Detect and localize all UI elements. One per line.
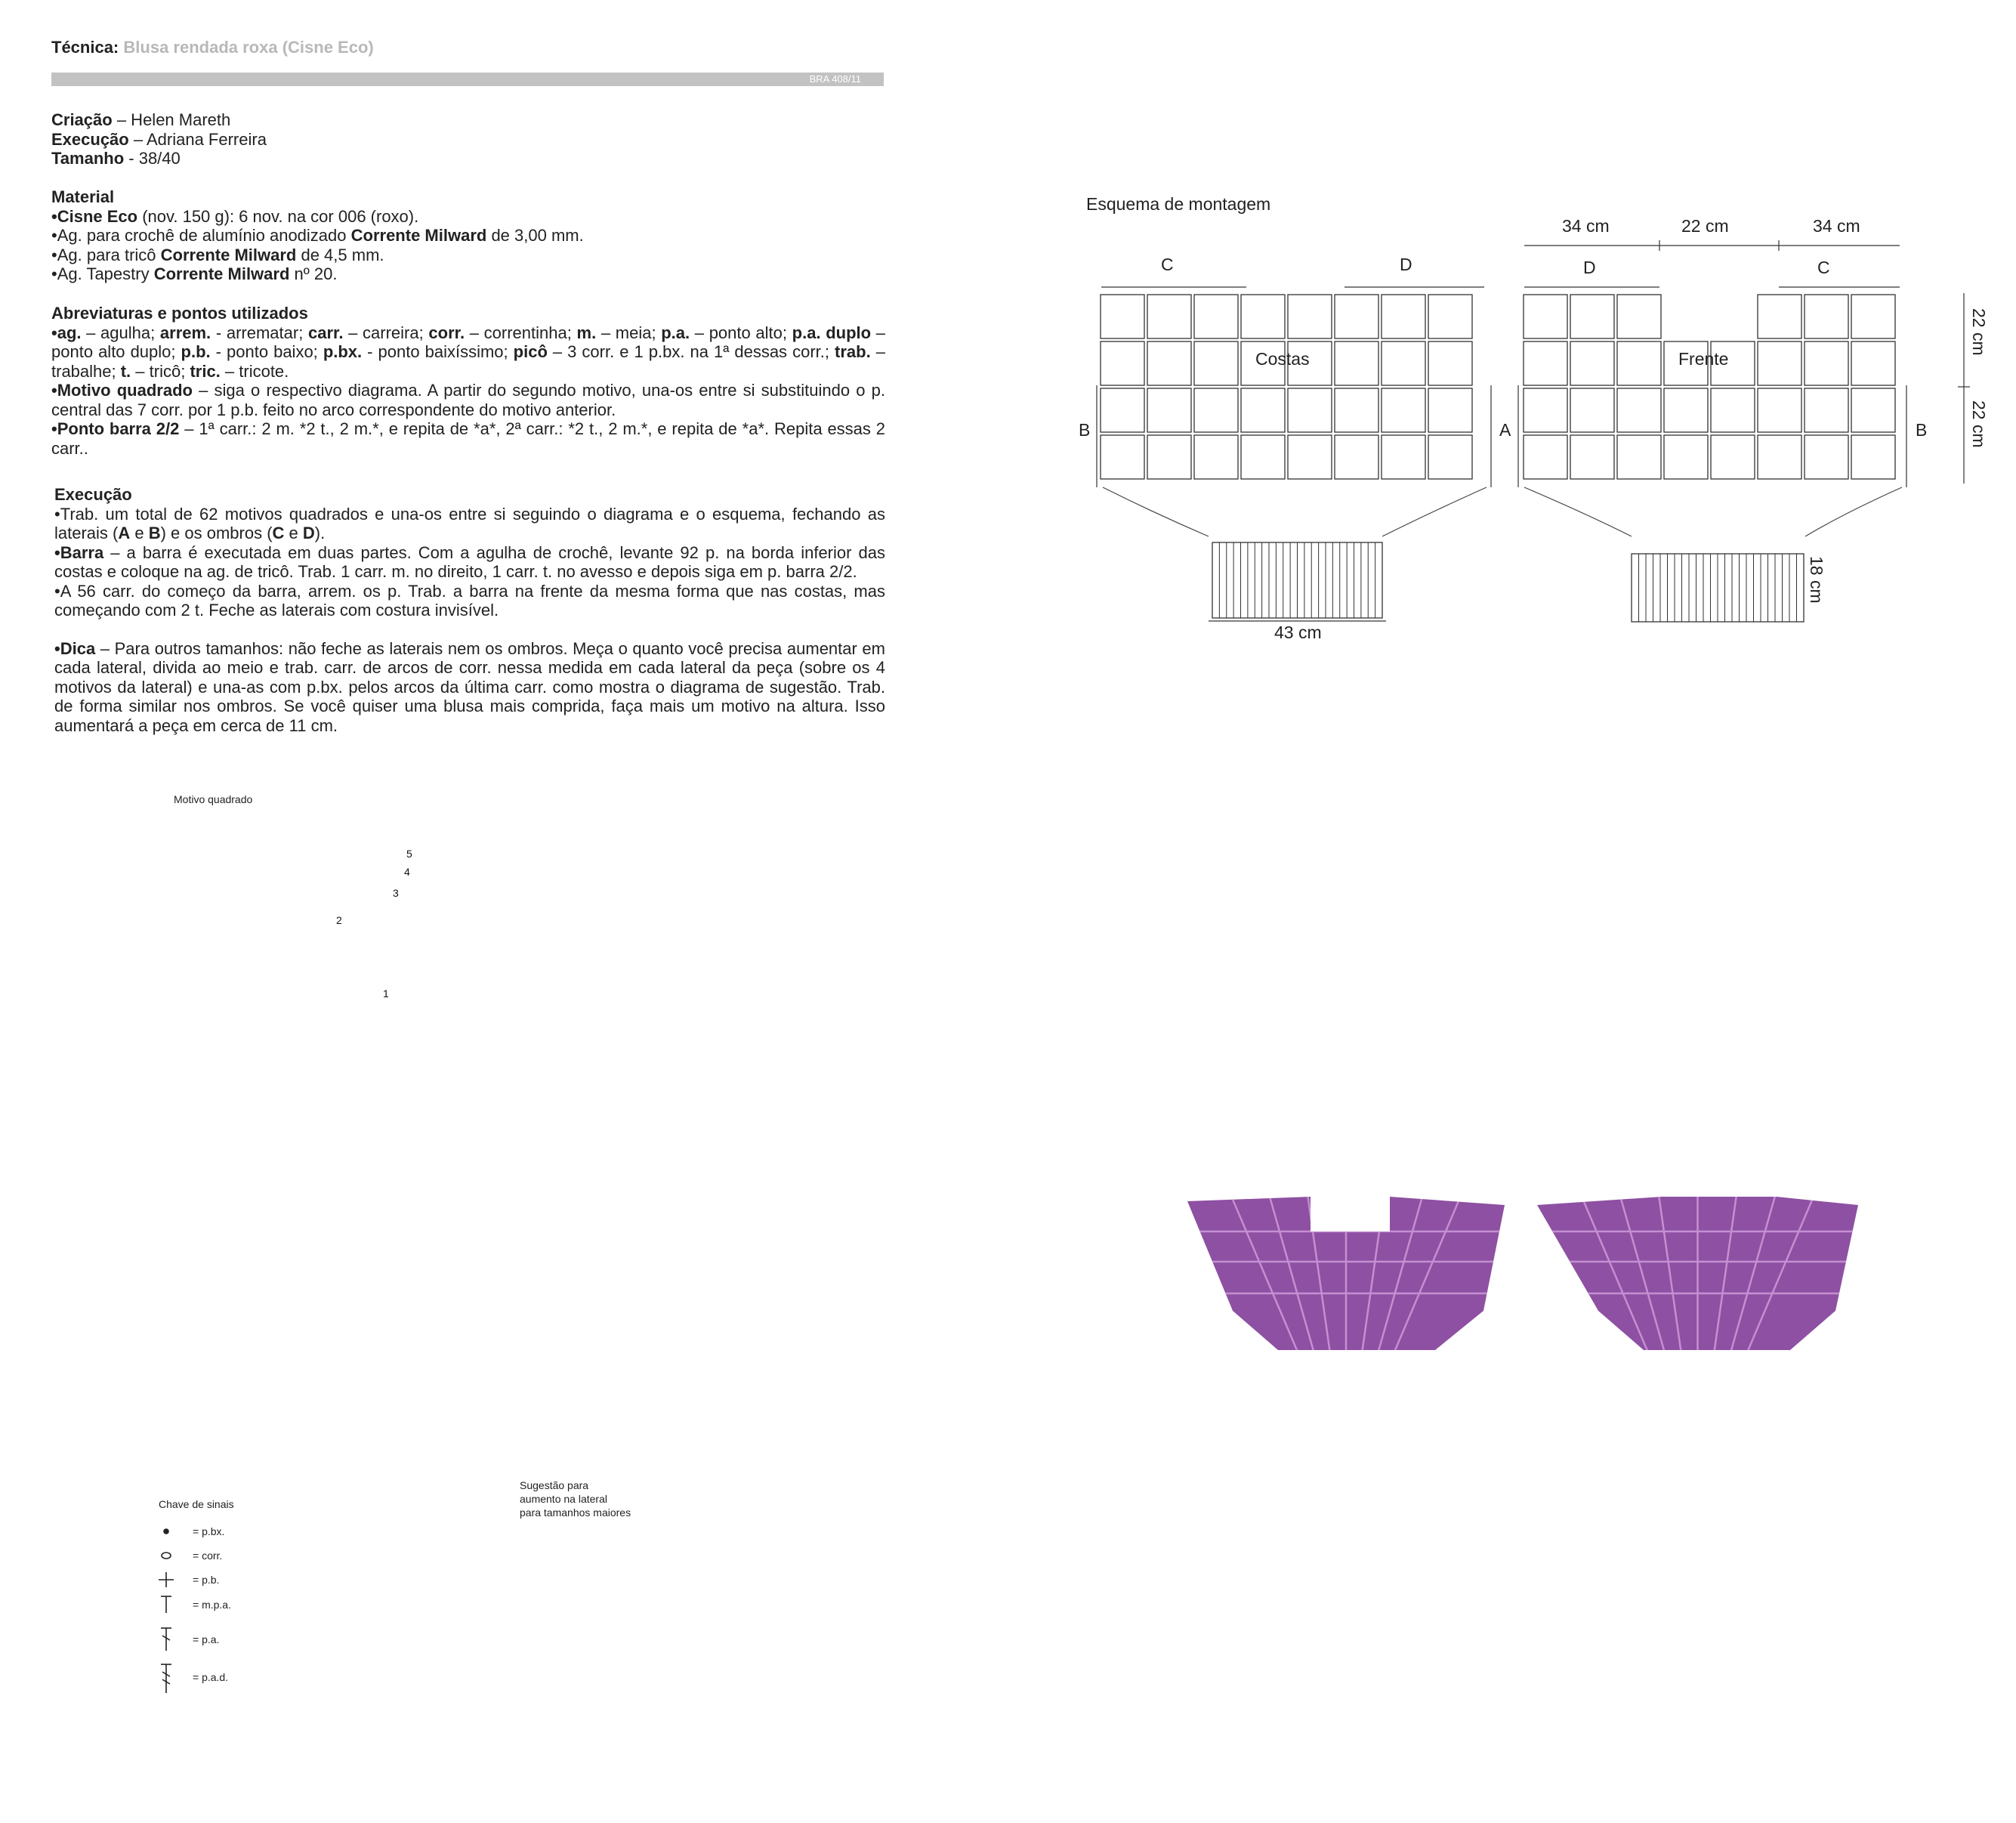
front-panel-label: Frente: [1678, 349, 1729, 369]
motif-cell: [1101, 341, 1144, 385]
material-heading: Material: [51, 187, 115, 206]
motif-cell: [1524, 435, 1567, 479]
motif-cell: [1711, 435, 1755, 479]
motif-cell: [1851, 295, 1895, 338]
motif-cell: [1335, 341, 1378, 385]
motif-cell: [1147, 341, 1191, 385]
motif-cell: [1428, 341, 1472, 385]
round-number-4: 4: [404, 866, 410, 878]
single-crochet-symbol: [159, 1572, 174, 1587]
motif-cell: [1382, 341, 1425, 385]
motif-cell: [1664, 435, 1708, 479]
execution-section: [54, 485, 885, 735]
motif-cell: [1805, 341, 1848, 385]
motif-cell: [1664, 388, 1708, 432]
dim-band-height: 18 cm: [1807, 556, 1826, 604]
round-number-2: 2: [336, 914, 342, 926]
size-value: - 38/40: [124, 149, 181, 168]
motif-cell: [1758, 388, 1801, 432]
motif-cell: [1570, 435, 1614, 479]
motif-cell: [1570, 295, 1614, 338]
execution-step-1: •Trab. um total de 62 motivos quadrados e una-os entre si seguindo o diagrama e o esquema, fechando as laterais (A e B) e os ombros (C e D).: [54, 504, 885, 542]
dim-height-upper: 22 cm: [1969, 308, 1989, 356]
execution-value: – Adriana Ferreira: [128, 129, 267, 149]
dim-band-width: 43 cm: [1274, 623, 1322, 642]
motif-cell: [1617, 295, 1661, 338]
key-item-chain: = corr.: [193, 1550, 223, 1562]
round-number-1: 1: [383, 987, 389, 1000]
motif-cell: [1288, 295, 1332, 338]
band-arrows: [1103, 487, 1902, 536]
motif-cell: [1147, 295, 1191, 338]
motif-cell: [1194, 341, 1238, 385]
motif-title: Motivo quadrado: [174, 793, 253, 805]
motif-cell: [1101, 435, 1144, 479]
back-label-c: C: [1161, 255, 1174, 274]
key-item-pad: = p.a.d.: [193, 1671, 229, 1683]
top-dimension: [1524, 240, 1900, 251]
dim-top-right: 34 cm: [1813, 216, 1860, 236]
motif-cell: [1428, 388, 1472, 432]
material-item: •Ag. para tricô Corrente Milward de 4,5 mm.: [51, 245, 384, 264]
motif-cell: [1241, 388, 1285, 432]
credit-execution: [51, 130, 267, 150]
motif-cell: [1101, 295, 1144, 338]
motif-cell: [1101, 388, 1144, 432]
dim-top-left: 34 cm: [1562, 216, 1610, 236]
symbol-key: [151, 1515, 302, 1704]
credit-size: [51, 149, 267, 168]
motif-cell: [1524, 295, 1567, 338]
motif-cell: [1805, 295, 1848, 338]
front-band: [1632, 554, 1804, 622]
key-item-pa: = p.a.: [193, 1633, 220, 1645]
key-item-sc: = p.b.: [193, 1574, 220, 1586]
chain-symbol: [162, 1553, 171, 1559]
header-bar: [51, 73, 884, 86]
size-label: Tamanho: [51, 149, 125, 168]
material-list: [51, 207, 885, 284]
side-label-b-left: B: [1079, 420, 1091, 440]
motif-cell: [1570, 341, 1614, 385]
back-panel-label: Costas: [1255, 349, 1310, 369]
abbreviations-text: •ag. – agulha; arrem. - arrematar; carr. – carreira; corr. – correntinha; m. – meia; p.a. – ponto alto; p.a. duplo – ponto alto duplo; p.b. - ponto baixo; p.bx. - ponto baixíssimo; picô – 3 corr. e 1 p.bx. na 1ª dessas corr.; trab. – trabalhe; t. – tricô; tric. – tricote.: [51, 323, 886, 381]
assembly-schema: [1057, 181, 1994, 650]
execution-step-2: •Barra – a barra é executada em duas partes. Com a agulha de crochê, levante 92 p. na borda inferior das costas e coloque na ag. de tricô. Trab. 1 carr. m. no direito, 1 carr. t. no avesso e depois siga em p. barra 2/2.: [54, 542, 885, 581]
motif-cell: [1617, 435, 1661, 479]
motif-cell: [1147, 388, 1191, 432]
creation-value: – Helen Mareth: [112, 110, 231, 129]
motif-cell: [1851, 341, 1895, 385]
suggestion-title: [520, 1478, 631, 1519]
motif-cell: [1805, 435, 1848, 479]
slip-stitch-symbol: [164, 1529, 168, 1534]
motif-cell: [1147, 435, 1191, 479]
side-label-a: A: [1499, 420, 1511, 440]
motif-cell: [1851, 388, 1895, 432]
execution-tip: •Dica – Para outros tamanhos: não feche as laterais nem os ombros. Meça o quanto você precisa aumentar em cada lateral, divida ao meio e trab. carr. de arcos de corr. nessa medida em cada lateral da peça (sobre os 4 motivos da lateral) e una-as com p.bx. pelos arcos da última carr. como mostra o diagrama de sugestão. Trab. de forma similar nos ombros. Se você quiser uma blusa mais comprida, faça mais um motivo na altura. Isso aumentará a peça em cerca de 11 cm.: [54, 638, 885, 735]
motif-cell: [1711, 388, 1755, 432]
rib-stitch-instructions: •Ponto barra 2/2 – 1ª carr.: 2 m. *2 t., 2 m.*, e repita de *a*, 2ª carr.: *2 t., 2 m.*, e repita de *a*. Repita essas 2 carr..: [51, 419, 886, 458]
motif-cell: [1335, 388, 1378, 432]
material-item: •Cisne Eco (nov. 150 g): 6 nov. na cor 006 (roxo).: [51, 206, 419, 226]
motif-cell: [1617, 388, 1661, 432]
execution-heading: Execução: [54, 485, 132, 504]
key-item-slip: = p.bx.: [193, 1525, 225, 1537]
motif-cell: [1524, 341, 1567, 385]
abbreviations-section: [51, 304, 885, 458]
motif-cell: [1758, 295, 1801, 338]
motif-cell: [1851, 435, 1895, 479]
technique-title: Blusa rendada roxa (Cisne Eco): [123, 38, 374, 57]
motif-diagram: [166, 827, 725, 1379]
height-dimension: [1958, 293, 1970, 484]
motif-cell: [1194, 295, 1238, 338]
motif-cell: [1335, 295, 1378, 338]
material-section: [51, 187, 885, 284]
dim-top-middle: 22 cm: [1681, 216, 1729, 236]
schema-title: Esquema de montagem: [1086, 194, 1271, 214]
execution-step-3: •A 56 carr. do começo da barra, arrem. os p. Trab. a barra na frente da mesma forma que nas costas, mas começando com 2 t. Feche as laterais com costura invisível.: [54, 581, 885, 620]
garment-illustration: [1178, 1186, 1873, 1443]
material-item: •Ag. para crochê de alumínio anodizado Corrente Milward de 3,00 mm.: [51, 226, 584, 245]
creation-label: Criação: [51, 110, 113, 129]
key-item-mpa: = m.p.a.: [193, 1599, 231, 1611]
motif-cell: [1382, 295, 1425, 338]
round-number-3: 3: [393, 887, 399, 899]
material-item: •Ag. Tapestry Corrente Milward nº 20.: [51, 264, 338, 283]
technique-line: [51, 38, 374, 57]
technique-label: Técnica:: [51, 38, 119, 57]
motif-cell: [1288, 435, 1332, 479]
suggestion-line-3: para tamanhos maiores: [520, 1506, 631, 1519]
front-panel-grid: [1524, 295, 1895, 479]
dim-height-lower: 22 cm: [1969, 400, 1989, 448]
front-label-c: C: [1817, 258, 1830, 277]
suggestion-diagram: [506, 1534, 710, 1794]
motif-cell: [1382, 435, 1425, 479]
treble-symbol: [161, 1664, 171, 1693]
side-label-b-right: B: [1916, 420, 1928, 440]
motif-cell: [1194, 388, 1238, 432]
motif-cell: [1288, 388, 1332, 432]
execution-label: Execução: [51, 129, 129, 149]
motif-cell: [1241, 435, 1285, 479]
credit-creation: [51, 110, 267, 130]
back-label-d: D: [1400, 255, 1412, 274]
pattern-code: BRA 408/11: [809, 73, 861, 85]
half-double-symbol: [161, 1596, 171, 1613]
suggestion-line-2: aumento na lateral: [520, 1493, 607, 1505]
motif-cell: [1382, 388, 1425, 432]
motif-cell: [1241, 295, 1285, 338]
front-label-d: D: [1583, 258, 1596, 277]
round-number-5: 5: [406, 848, 412, 860]
back-panel-grid: [1101, 295, 1472, 479]
motif-cell: [1194, 435, 1238, 479]
motif-cell: [1617, 341, 1661, 385]
motif-cell: [1428, 295, 1472, 338]
motif-cell: [1335, 435, 1378, 479]
double-crochet-symbol: [161, 1628, 171, 1651]
suggestion-line-1: Sugestão para: [520, 1479, 589, 1491]
motif-cell: [1805, 388, 1848, 432]
motif-cell: [1428, 435, 1472, 479]
abbreviations-heading: Abreviaturas e pontos utilizados: [51, 304, 308, 323]
motif-cell: [1758, 435, 1801, 479]
motif-cell: [1758, 341, 1801, 385]
motif-instructions: •Motivo quadrado – siga o respectivo diagrama. A partir do segundo motivo, una-os entre si substituindo o p. central das 7 corr. por 1 p.b. feito no arco correspondente do motivo anterior.: [51, 381, 885, 419]
back-band: [1212, 542, 1382, 618]
credits: [51, 110, 267, 168]
motif-cell: [1524, 388, 1567, 432]
motif-cell: [1570, 388, 1614, 432]
key-title: Chave de sinais: [159, 1498, 234, 1510]
